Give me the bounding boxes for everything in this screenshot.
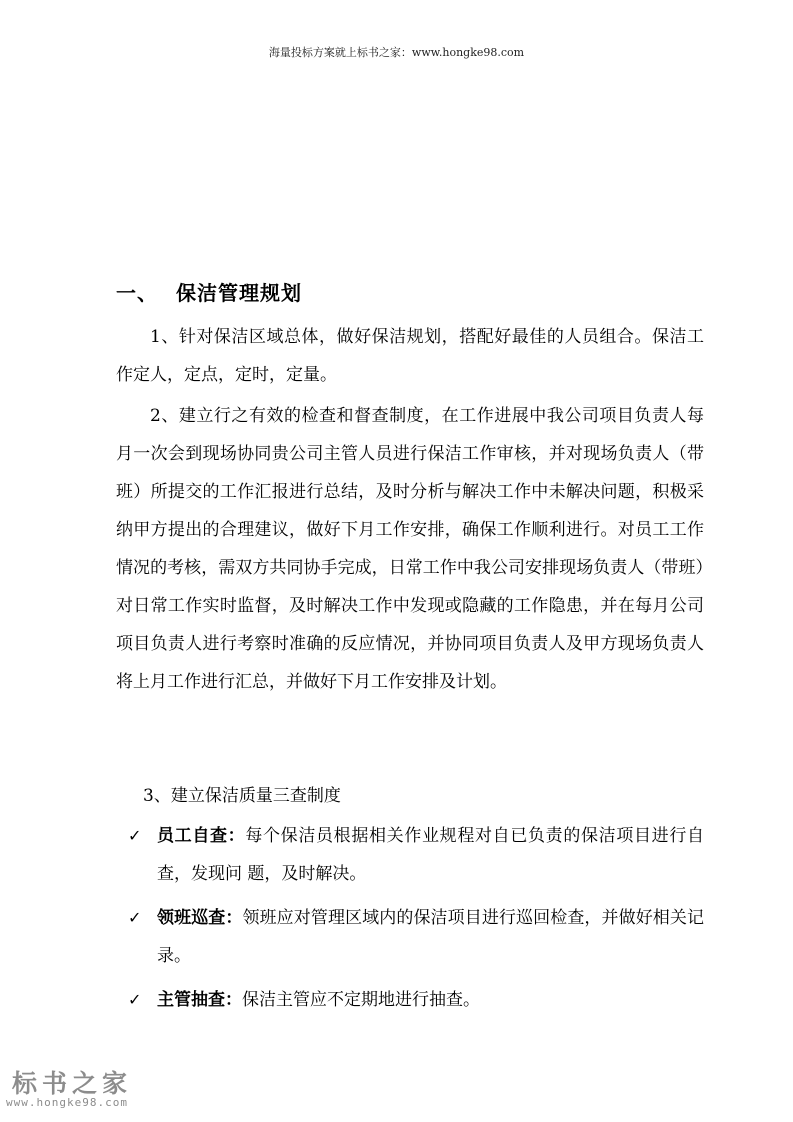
check-list (128, 817, 704, 1025)
checkmark-icon: ✓ (128, 826, 142, 845)
footer-logo (0, 1060, 160, 1116)
page-header: 海量投标方案就上标书之家：www.hongke98.com (268, 46, 525, 59)
list-item-term: 领班巡查： (157, 908, 243, 928)
list-item (128, 981, 704, 1019)
subheading-quality-check: 3、建立保洁质量三查制度 (143, 786, 341, 806)
list-item-text: 每个保洁员根据相关作业规程对自已负责的保洁项目进行自查，发现问 题，及时解决。 (157, 826, 705, 884)
paragraph-block-1 (116, 318, 704, 394)
list-item-text: 领班应对管理区域内的保洁项目进行巡回检查，并做好相关记录。 (157, 908, 704, 966)
section-title: 保洁管理规划 (176, 281, 302, 305)
paragraph-1: 1、针对保洁区域总体，做好保洁规划，搭配好最佳的人员组合。保洁工作定人，定点，定时，定量。 (116, 327, 704, 385)
list-item (128, 817, 704, 893)
paragraph-2: 2、建立行之有效的检查和督查制度，在工作进展中我公司项目负责人每月一次会到现场协同贵公司主管人员进行保洁工作审核，并对现场负责人（带班）所提交的工作汇报进行总结，及时分析与解决工作中未解决问题，积极采纳甲方提出的合理建议，做好下月工作安排，确保工作顺利进行。对员工工作情况的考核，需双方共同协手完成，日常工作中我公司安排现场负责人（带班）对日常工作实时监督，及时解决工作中发现或隐藏的工作隐患，并在每月公司项目负责人进行考察时准确的反应情况，并协同项目负责人及甲方现场负责人将上月工作进行汇总，并做好下月工作安排及计划。 (116, 406, 704, 692)
list-item (128, 899, 704, 975)
list-item-term: 员工自查： (157, 826, 246, 846)
section-heading (116, 279, 302, 307)
paragraph-block-2 (116, 397, 704, 701)
checkmark-icon: ✓ (128, 908, 142, 927)
list-item-text: 保洁主管应不定期地进行抽查。 (242, 990, 480, 1010)
list-item-term: 主管抽查： (157, 990, 242, 1010)
logo-url: www.hongke98.com (6, 1096, 128, 1109)
section-number: 一、 (116, 281, 158, 305)
checkmark-icon: ✓ (128, 990, 142, 1009)
logo-title: 标书之家 (12, 1069, 133, 1098)
